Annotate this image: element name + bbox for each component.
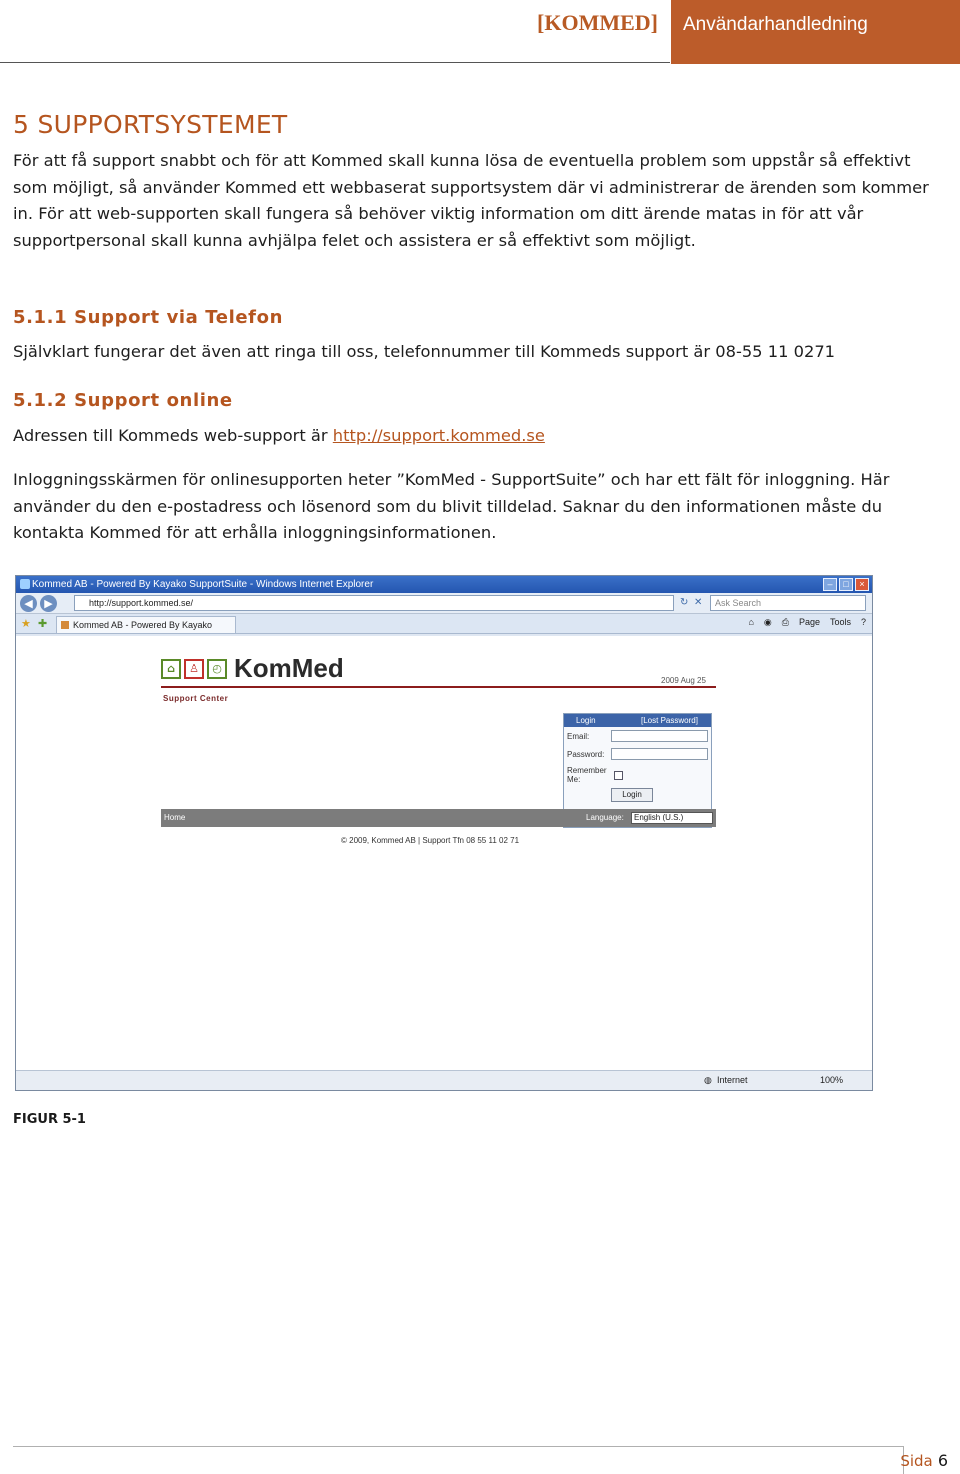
close-icon[interactable]: × (855, 578, 869, 591)
header-rule (0, 62, 670, 63)
remember-checkbox[interactable] (614, 771, 623, 780)
internet-zone-icon: ◍ (704, 1075, 712, 1085)
header-divider (161, 686, 716, 688)
command-bar (748, 617, 866, 628)
browser-screenshot (15, 575, 873, 1091)
ie-icon (20, 579, 30, 589)
home-icon[interactable]: ⌂ (748, 617, 754, 627)
footer-rule (13, 1446, 903, 1447)
language-label: Language: (586, 813, 624, 822)
section-intro: För att få support snabbt och för att Kommed skall kunna lösa de eventuella problem som uppstår så effektivt som möjligt, så använder Kommed ett webbaserat supportsystem där vi administrerar de ärenden som kommer in. För att web-supporten skall fungera så behöver viktig information om ditt ärende matas in för att vår supportpersonal skall kunna avhjälpa felet och assistera er så effektivt som möjligt. (13, 151, 929, 250)
browser-tabbar (16, 614, 872, 634)
page-number-value: 6 (937, 1451, 948, 1470)
nav-home[interactable]: Home (164, 813, 186, 822)
browser-titlebar (16, 576, 872, 593)
back-icon[interactable]: ◀ (20, 595, 37, 612)
search-input[interactable]: Ask Search (710, 595, 866, 611)
browser-navbar (16, 593, 872, 614)
online-heading: 5.1.2 Support online (13, 390, 233, 411)
logo-text: KomMed (234, 653, 344, 683)
login-header (564, 714, 711, 727)
online-login-text: Inloggningsskärmen för onlinesupporten heter ”KomMed - SupportSuite” och har ett fält för inloggning. Här använder du den e-postadress och lösenord som du blivit tilldelad. Saknar du den informationen måste du kontakta Kommed för att erhålla inloggningsinformationen. (13, 470, 890, 542)
kommed-logo (161, 653, 344, 684)
minimize-icon[interactable]: – (823, 578, 837, 591)
add-favorites-icon[interactable]: ✚ (38, 617, 48, 630)
figure-caption: FIGUR 5-1 (13, 1112, 86, 1127)
login-button[interactable]: Login (611, 788, 653, 802)
help-icon[interactable]: ? (860, 617, 866, 627)
address-bar[interactable]: http://support.kommed.se/ (74, 595, 674, 611)
password-label: Password: (567, 750, 605, 759)
tab-label: Kommed AB - Powered By Kayako (73, 620, 213, 630)
page-footer: © 2009, Kommed AB | Support Tfn 08 55 11 02 71 (341, 836, 520, 845)
email-field[interactable] (611, 730, 708, 742)
page-number (900, 1451, 948, 1470)
support-center-label: Support Center (163, 694, 229, 703)
zone-label: Internet (717, 1075, 748, 1085)
print-icon[interactable]: ⎙ (781, 617, 789, 627)
browser-tab[interactable] (56, 616, 236, 633)
password-field[interactable] (611, 748, 708, 760)
window-controls (823, 578, 869, 591)
feeds-icon[interactable]: ◉ (763, 617, 772, 627)
header-title-box (671, 0, 960, 64)
lost-password-link[interactable]: [Lost Password] (641, 716, 698, 725)
logo-person-icon: ♙ (184, 659, 204, 679)
stop-icon[interactable]: ✕ (694, 597, 703, 608)
forward-icon[interactable]: ▶ (40, 595, 57, 612)
refresh-icon[interactable]: ↻ (680, 597, 689, 608)
login-title: Login (576, 716, 596, 725)
support-link[interactable]: http://support.kommed.se (332, 426, 545, 445)
favorites-star-icon[interactable]: ★ (21, 617, 31, 630)
page-menu[interactable]: Page (798, 617, 820, 627)
tools-menu[interactable]: Tools (829, 617, 851, 627)
header-title: Användarhandledning (683, 14, 868, 35)
browser-statusbar (16, 1070, 872, 1090)
phone-text: Självklart fungerar det även att ringa till oss, telefonnummer till Kommeds support är 08-55 11 0271 (13, 342, 836, 361)
online-address-text (13, 423, 933, 450)
email-label: Email: (567, 732, 590, 741)
tab-favicon (61, 621, 69, 629)
page-navbar (161, 809, 716, 827)
logo-clock-icon: ◴ (207, 659, 227, 679)
online-address-prefix: Adressen till Kommeds web-support är (13, 426, 333, 445)
logo-house-icon: ⌂ (161, 659, 181, 679)
remember-label: Remember Me: (567, 766, 607, 784)
section-heading: 5 SUPPORTSYSTEMET (13, 110, 288, 139)
maximize-icon[interactable]: □ (839, 578, 853, 591)
browser-window-title: Kommed AB - Powered By Kayako SupportSuite - Windows Internet Explorer (32, 579, 374, 590)
header-brand: [KOMMED] (537, 10, 658, 35)
language-select[interactable]: English (U.S.) (631, 812, 713, 824)
page-date: 2009 Aug 25 (661, 676, 706, 685)
browser-viewport (16, 636, 872, 1072)
phone-heading: 5.1.1 Support via Telefon (13, 307, 283, 328)
page-label: Sida (900, 1452, 933, 1470)
zoom-level[interactable]: 100% (820, 1075, 844, 1085)
